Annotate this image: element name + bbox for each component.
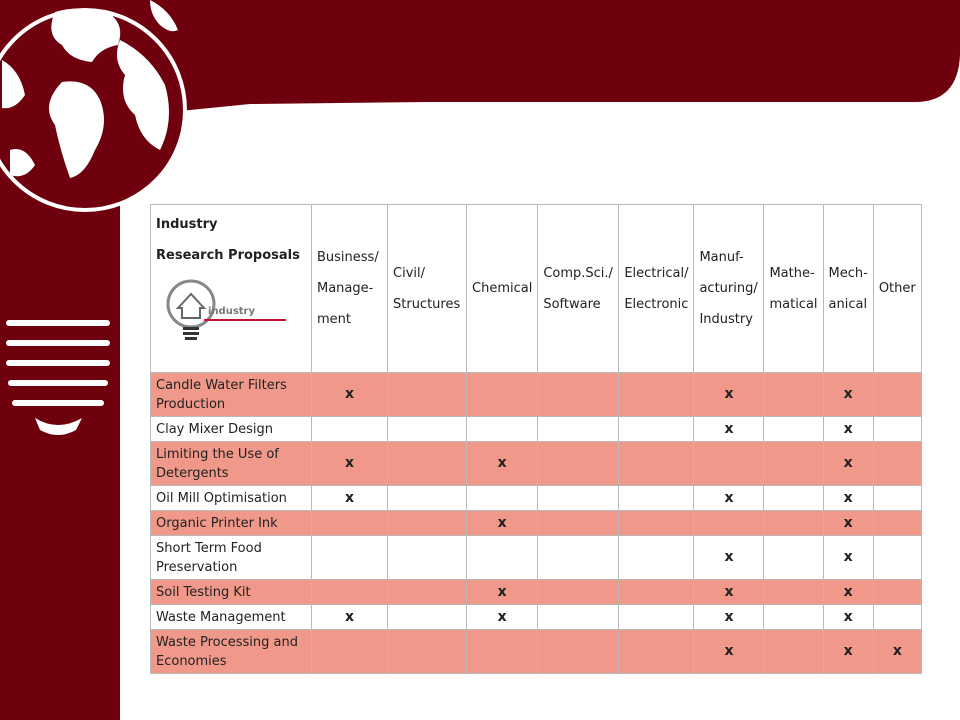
discipline-mark: x <box>823 511 873 536</box>
discipline-mark: x <box>823 630 873 674</box>
research-proposals-table <box>150 204 922 674</box>
discipline-mark <box>873 605 921 630</box>
discipline-mark: x <box>467 442 538 486</box>
discipline-mark <box>619 580 694 605</box>
discipline-mark: x <box>694 373 764 417</box>
discipline-mark <box>619 605 694 630</box>
discipline-mark: x <box>694 417 764 442</box>
proposal-name: Waste Processing and Economies <box>151 630 312 674</box>
industry-logo-icon <box>156 272 286 347</box>
discipline-mark: x <box>312 486 388 511</box>
discipline-mark <box>694 442 764 486</box>
discipline-mark <box>764 417 823 442</box>
discipline-mark: x <box>312 373 388 417</box>
discipline-mark <box>873 417 921 442</box>
discipline-mark: x <box>873 630 921 674</box>
discipline-mark <box>619 630 694 674</box>
discipline-mark: x <box>823 373 873 417</box>
discipline-mark: x <box>823 486 873 511</box>
column-header: Mech- anical <box>823 205 873 373</box>
discipline-mark <box>873 511 921 536</box>
discipline-mark <box>388 442 467 486</box>
discipline-mark: x <box>823 417 873 442</box>
table-title-line2: Research Proposals <box>156 248 300 263</box>
discipline-mark <box>312 580 388 605</box>
discipline-mark <box>764 630 823 674</box>
discipline-mark <box>873 442 921 486</box>
discipline-mark: x <box>694 605 764 630</box>
discipline-mark <box>764 442 823 486</box>
discipline-mark <box>619 442 694 486</box>
discipline-mark <box>764 605 823 630</box>
discipline-mark <box>538 373 619 417</box>
proposal-name: Clay Mixer Design <box>151 417 312 442</box>
discipline-mark: x <box>467 580 538 605</box>
discipline-mark <box>764 511 823 536</box>
discipline-mark <box>764 536 823 580</box>
table-corner-cell <box>151 205 312 373</box>
discipline-mark <box>764 486 823 511</box>
discipline-mark <box>538 580 619 605</box>
discipline-mark <box>764 373 823 417</box>
discipline-mark <box>538 442 619 486</box>
discipline-mark <box>764 580 823 605</box>
proposal-name: Short Term Food Preservation <box>151 536 312 580</box>
discipline-mark <box>467 373 538 417</box>
discipline-mark <box>694 511 764 536</box>
discipline-mark: x <box>823 580 873 605</box>
column-header: Business/ Manage- ment <box>312 205 388 373</box>
table-row <box>151 511 922 536</box>
discipline-mark: x <box>312 605 388 630</box>
discipline-mark <box>538 605 619 630</box>
discipline-mark: x <box>694 486 764 511</box>
table-row <box>151 605 922 630</box>
table-row <box>151 417 922 442</box>
discipline-mark <box>619 417 694 442</box>
discipline-mark <box>467 486 538 511</box>
discipline-mark <box>467 630 538 674</box>
discipline-mark <box>538 511 619 536</box>
column-header: Electrical/ Electronic <box>619 205 694 373</box>
table-row <box>151 442 922 486</box>
proposal-name: Candle Water Filters Production <box>151 373 312 417</box>
discipline-mark <box>538 486 619 511</box>
discipline-mark <box>873 580 921 605</box>
discipline-mark <box>388 486 467 511</box>
discipline-mark <box>388 373 467 417</box>
discipline-mark <box>388 605 467 630</box>
column-header: Chemical <box>467 205 538 373</box>
discipline-mark <box>873 373 921 417</box>
column-header: Comp.Sci./ Software <box>538 205 619 373</box>
proposal-name: Limiting the Use of Detergents <box>151 442 312 486</box>
discipline-mark <box>388 580 467 605</box>
discipline-mark <box>312 536 388 580</box>
proposal-name: Soil Testing Kit <box>151 580 312 605</box>
table-row <box>151 536 922 580</box>
discipline-mark <box>312 511 388 536</box>
discipline-mark: x <box>467 605 538 630</box>
discipline-mark <box>619 373 694 417</box>
discipline-mark <box>388 536 467 580</box>
discipline-mark <box>619 511 694 536</box>
proposal-name: Oil Mill Optimisation <box>151 486 312 511</box>
discipline-mark <box>619 486 694 511</box>
discipline-mark <box>388 630 467 674</box>
proposal-name: Waste Management <box>151 605 312 630</box>
top-banner-shape <box>100 0 960 120</box>
table-row <box>151 373 922 417</box>
table-row <box>151 580 922 605</box>
table-header-row <box>151 205 922 373</box>
discipline-mark: x <box>312 442 388 486</box>
table-title-line1: Industry <box>156 217 218 232</box>
discipline-mark <box>388 511 467 536</box>
discipline-mark <box>312 630 388 674</box>
table-row <box>151 486 922 511</box>
industry-logo-label: industry <box>208 306 256 317</box>
table-row <box>151 630 922 674</box>
discipline-mark <box>538 417 619 442</box>
discipline-mark <box>873 486 921 511</box>
proposal-name: Organic Printer Ink <box>151 511 312 536</box>
discipline-mark: x <box>694 536 764 580</box>
column-header: Civil/ Structures <box>388 205 467 373</box>
discipline-mark: x <box>467 511 538 536</box>
column-header: Other <box>873 205 921 373</box>
column-header: Mathe- matical <box>764 205 823 373</box>
discipline-mark <box>619 536 694 580</box>
discipline-mark <box>467 417 538 442</box>
discipline-mark <box>538 536 619 580</box>
column-header: Manuf- acturing/ Industry <box>694 205 764 373</box>
discipline-mark <box>388 417 467 442</box>
discipline-mark <box>467 536 538 580</box>
discipline-mark: x <box>694 630 764 674</box>
discipline-mark: x <box>823 536 873 580</box>
discipline-mark <box>538 630 619 674</box>
discipline-mark: x <box>823 605 873 630</box>
discipline-mark: x <box>823 442 873 486</box>
discipline-mark <box>312 417 388 442</box>
discipline-mark <box>873 536 921 580</box>
discipline-mark: x <box>694 580 764 605</box>
